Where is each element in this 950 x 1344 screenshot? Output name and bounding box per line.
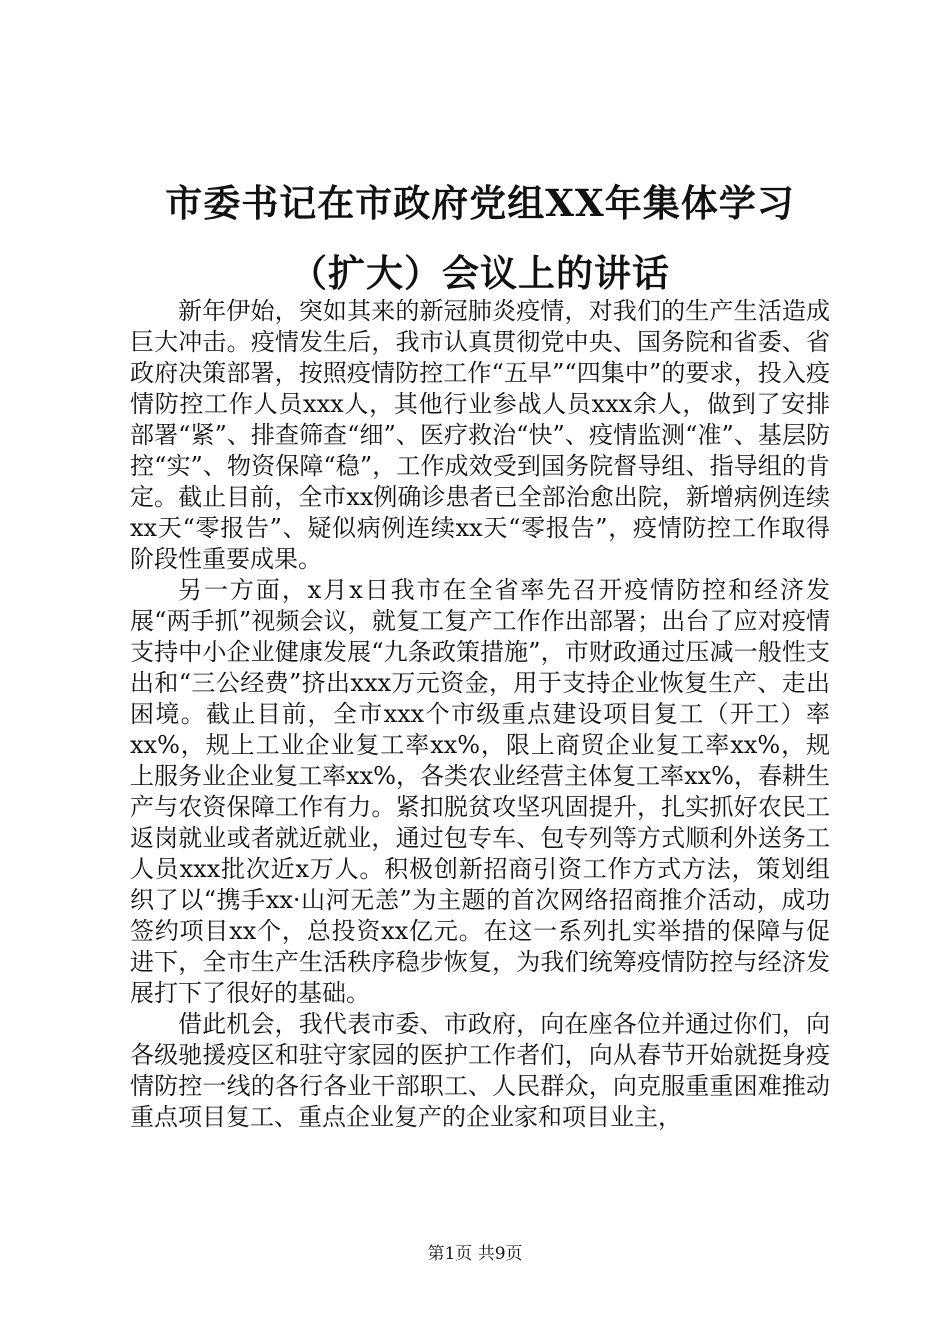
document-body xyxy=(130,296,830,1133)
paragraph-1: 新年伊始，突如其来的新冠肺炎疫情，对我们的生产生活造成巨大冲击。疫情发生后，我市认真贯彻党中央、国务院和省委、省政府决策部署，按照疫情防控工作“五早”“四集中”的要求，投入疫情防控工作人员xxx人，其他行业参战人员xxx余人，做到了安排部署“紧”、排查筛查“细”、医疗救治“快”、疫情监测“准”、基层防控“实”、物资保障“稳”，工作成效受到国务院督导组、指导组的肯定。截止目前，全市xx例确诊患者已全部治愈出院，新增病例连续xx天“零报告”、疑似病例连续xx天“零报告”，疫情防控工作取得阶段性重要成果。 xyxy=(130,297,830,573)
paragraph-2: 另一方面，x月x日我市在全省率先召开疫情防控和经济发展“两手抓”视频会议，就复工复产工作作出部署；出台了应对疫情支持中小企业健康发展“九条政策措施”，市财政通过压减一般性支出和“三公经费”挤出xxx万元资金，用于支持企业恢复生产、走出困境。截止目前，全市xxx个市级重点建设项目复工（开工）率xx%，规上工业企业复工率xx%，限上商贸企业复工率xx%，规上服务业企业复工率xx%，各类农业经营主体复工率xx%，春耕生产与农资保障工作有力。紧扣脱贫攻坚巩固提升，扎实抓好农民工返岗就业或者就近就业，通过包专车、包专列等方式顺利外送务工人员xxx批次近x万人。积极创新招商引资工作方式方法，策划组织了以“携手xx·山河无恙”为主题的首次网络招商推介活动，成功签约项目xx个，总投资xx亿元。在这一系列扎实举措的保障与促进下，全市生产生活秩序稳步恢复，为我们统筹疫情防控与经济发展打下了很好的基础。 xyxy=(130,576,830,1007)
paragraph-3: 借此机会，我代表市委、市政府，向在座各位并通过你们，向各级驰援疫区和驻守家园的医护工作者们，向从春节开始就挺身疫情防控一线的各行各业干部职工、人民群众，向克服重重困难推动重点项目复工、重点企业复产的企业家和项目业主， xyxy=(130,1010,830,1131)
document-title: 市委书记在市政府党组XX年集体学习（扩大）会议上的讲话 xyxy=(165,181,795,295)
page-number-footer: 第1页 共9页 xyxy=(427,1244,523,1264)
